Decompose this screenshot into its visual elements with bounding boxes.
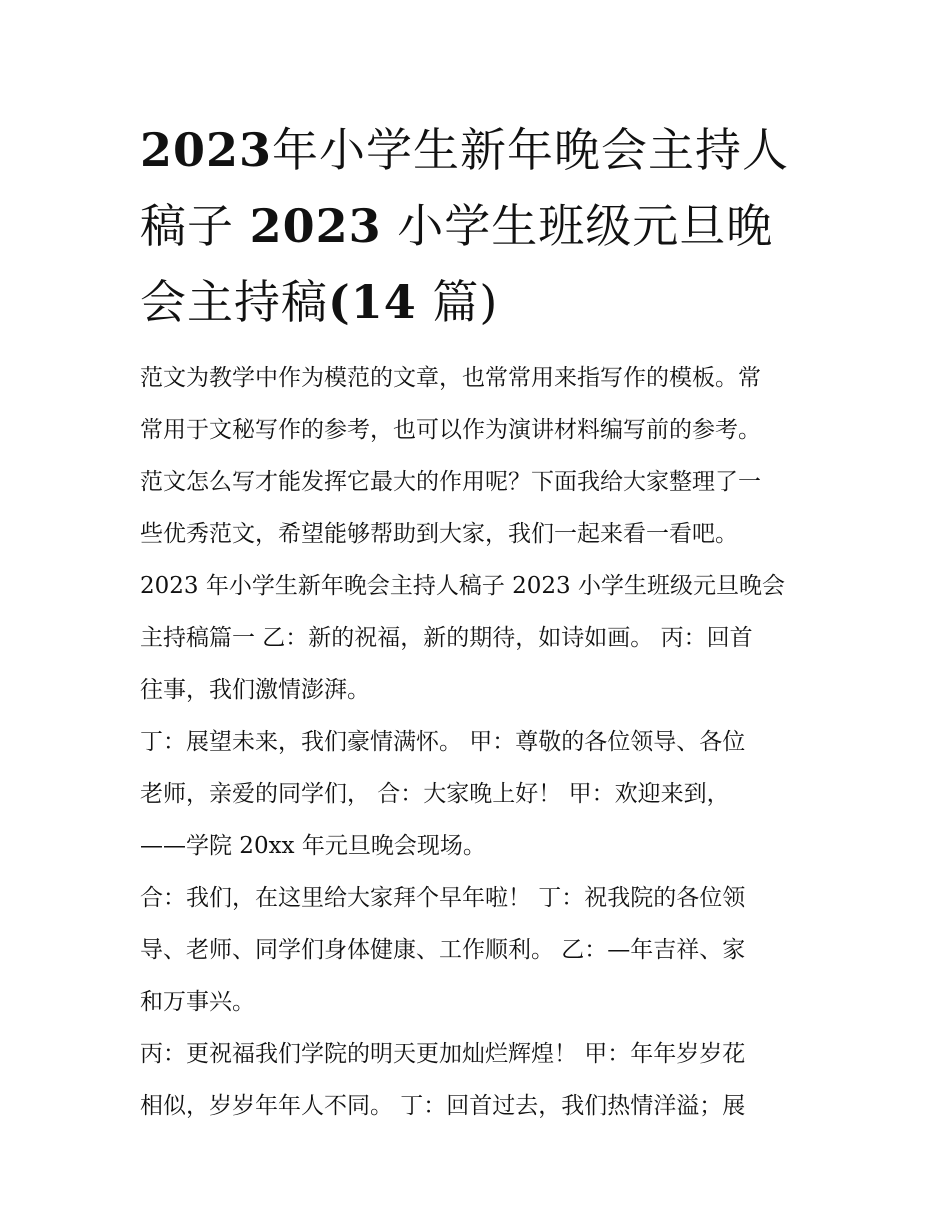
title-line-3: 会主持稿(14 篇) [140, 275, 499, 329]
title-line-1: 2023年小学生新年晚会主持人 [140, 123, 790, 177]
text-line: 往事，我们激情澎湃。 [140, 677, 370, 703]
text-line: 导、老师、同学们身体健康、工作顺利。 乙：—年吉祥、家 [140, 937, 746, 963]
text-line: 范文为教学中作为模范的文章，也常常用来指写作的模板。常 [140, 365, 761, 391]
text-line: 和万事兴。 [140, 989, 255, 1015]
text-line: 常用于文秘写作的参考，也可以作为演讲材料编写前的参考。 [140, 417, 761, 443]
text-line: 相似，岁岁年年人不同。 丁：回首过去，我们热情洋溢；展 [140, 1093, 746, 1119]
text-line: 些优秀范文，希望能够帮助到大家，我们一起来看一看吧。 [140, 521, 738, 547]
text-line: 老师，亲爱的同学们， 合：大家晚上好！ 甲：欢迎来到， [140, 781, 730, 807]
text-line: 2023 年小学生新年晚会主持人稿子 2023 小学生班级元旦晚会 [140, 573, 785, 599]
body-paragraph-4 [140, 1028, 812, 1132]
document-page [140, 112, 812, 1132]
text-line: 丙：更祝福我们学院的明天更加灿烂辉煌！ 甲：年年岁岁花 [140, 1041, 746, 1067]
title-line-2: 稿子 2023 小学生班级元旦晚 [140, 199, 774, 253]
text-line: ——学院 20xx 年元旦晚会现场。 [140, 833, 486, 859]
text-line: 主持稿篇一 乙：新的祝福，新的期待，如诗如画。 丙：回首 [140, 625, 753, 651]
body-paragraph-2 [140, 716, 812, 872]
body-paragraph-3 [140, 872, 812, 1028]
intro-paragraph [140, 352, 812, 716]
text-line: 丁：展望未来，我们豪情满怀。 甲：尊敬的各位领导、各位 [140, 729, 746, 755]
document-title [140, 112, 812, 340]
text-line: 范文怎么写才能发挥它最大的作用呢？下面我给大家整理了一 [140, 469, 761, 495]
text-line: 合：我们，在这里给大家拜个早年啦！ 丁：祝我院的各位领 [140, 885, 746, 911]
